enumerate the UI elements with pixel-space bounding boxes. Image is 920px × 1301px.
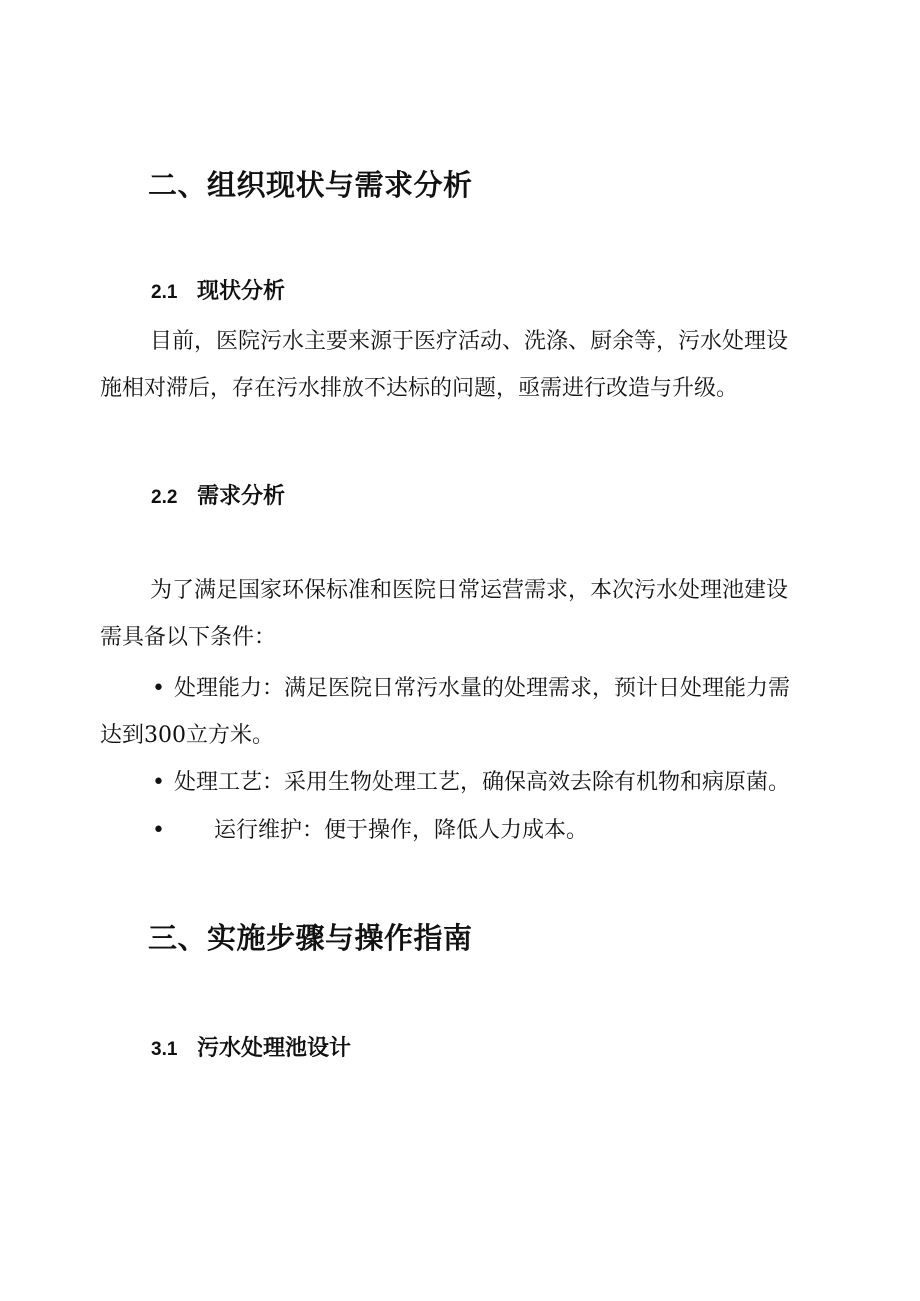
- subsection-2-1-number: 2.1: [151, 282, 178, 303]
- subsection-3-1-title: 污水处理池设计: [197, 1036, 352, 1061]
- subsection-3-1-number: 3.1: [151, 1039, 178, 1060]
- status-analysis-line-2: 施相对滞后，存在污水排放不达标的问题，亟需进行改造与升级。: [100, 376, 739, 401]
- section-3-heading: 三、实施步骤与操作指南: [148, 921, 473, 955]
- subsection-2-2-number: 2.2: [151, 487, 178, 508]
- requirement-analysis-line-2: 需具备以下条件：: [100, 625, 277, 650]
- subsection-2-2-heading: [151, 484, 285, 510]
- bullet-dot: •: [152, 818, 165, 843]
- requirement-analysis-paragraph: [100, 567, 830, 661]
- list-item-maintenance-line: 运行维护：便于操作，降低人力成本。: [214, 818, 589, 843]
- subsection-2-1-title: 现状分析: [197, 279, 286, 304]
- section-2-heading: 二、组织现状与需求分析: [148, 168, 473, 202]
- list-item: [100, 807, 830, 854]
- status-analysis-paragraph: [100, 318, 830, 412]
- subsection-2-1-heading: [151, 279, 285, 305]
- subsection-2-2-title: 需求分析: [197, 484, 286, 509]
- requirement-analysis-line-1: 为了满足国家环保标准和医院日常运营需求，本次污水处理池建设: [150, 578, 789, 603]
- list-item-capacity-line-2: 达到300立方米。: [100, 723, 274, 748]
- list-item-capacity-line-1: 处理能力：满足医院日常污水量的处理需求，预计日处理能力需: [174, 676, 791, 701]
- bullet-dot: •: [152, 770, 165, 795]
- list-item: [100, 759, 830, 806]
- subsection-3-1-heading: [151, 1036, 351, 1062]
- status-analysis-line-1: 目前，医院污水主要来源于医疗活动、洗涤、厨余等，污水处理设: [150, 329, 789, 354]
- list-item-process-line: 处理工艺：采用生物处理工艺，确保高效去除有机物和病原菌。: [174, 770, 791, 795]
- bullet-dot: •: [152, 676, 165, 701]
- list-item: [100, 665, 830, 759]
